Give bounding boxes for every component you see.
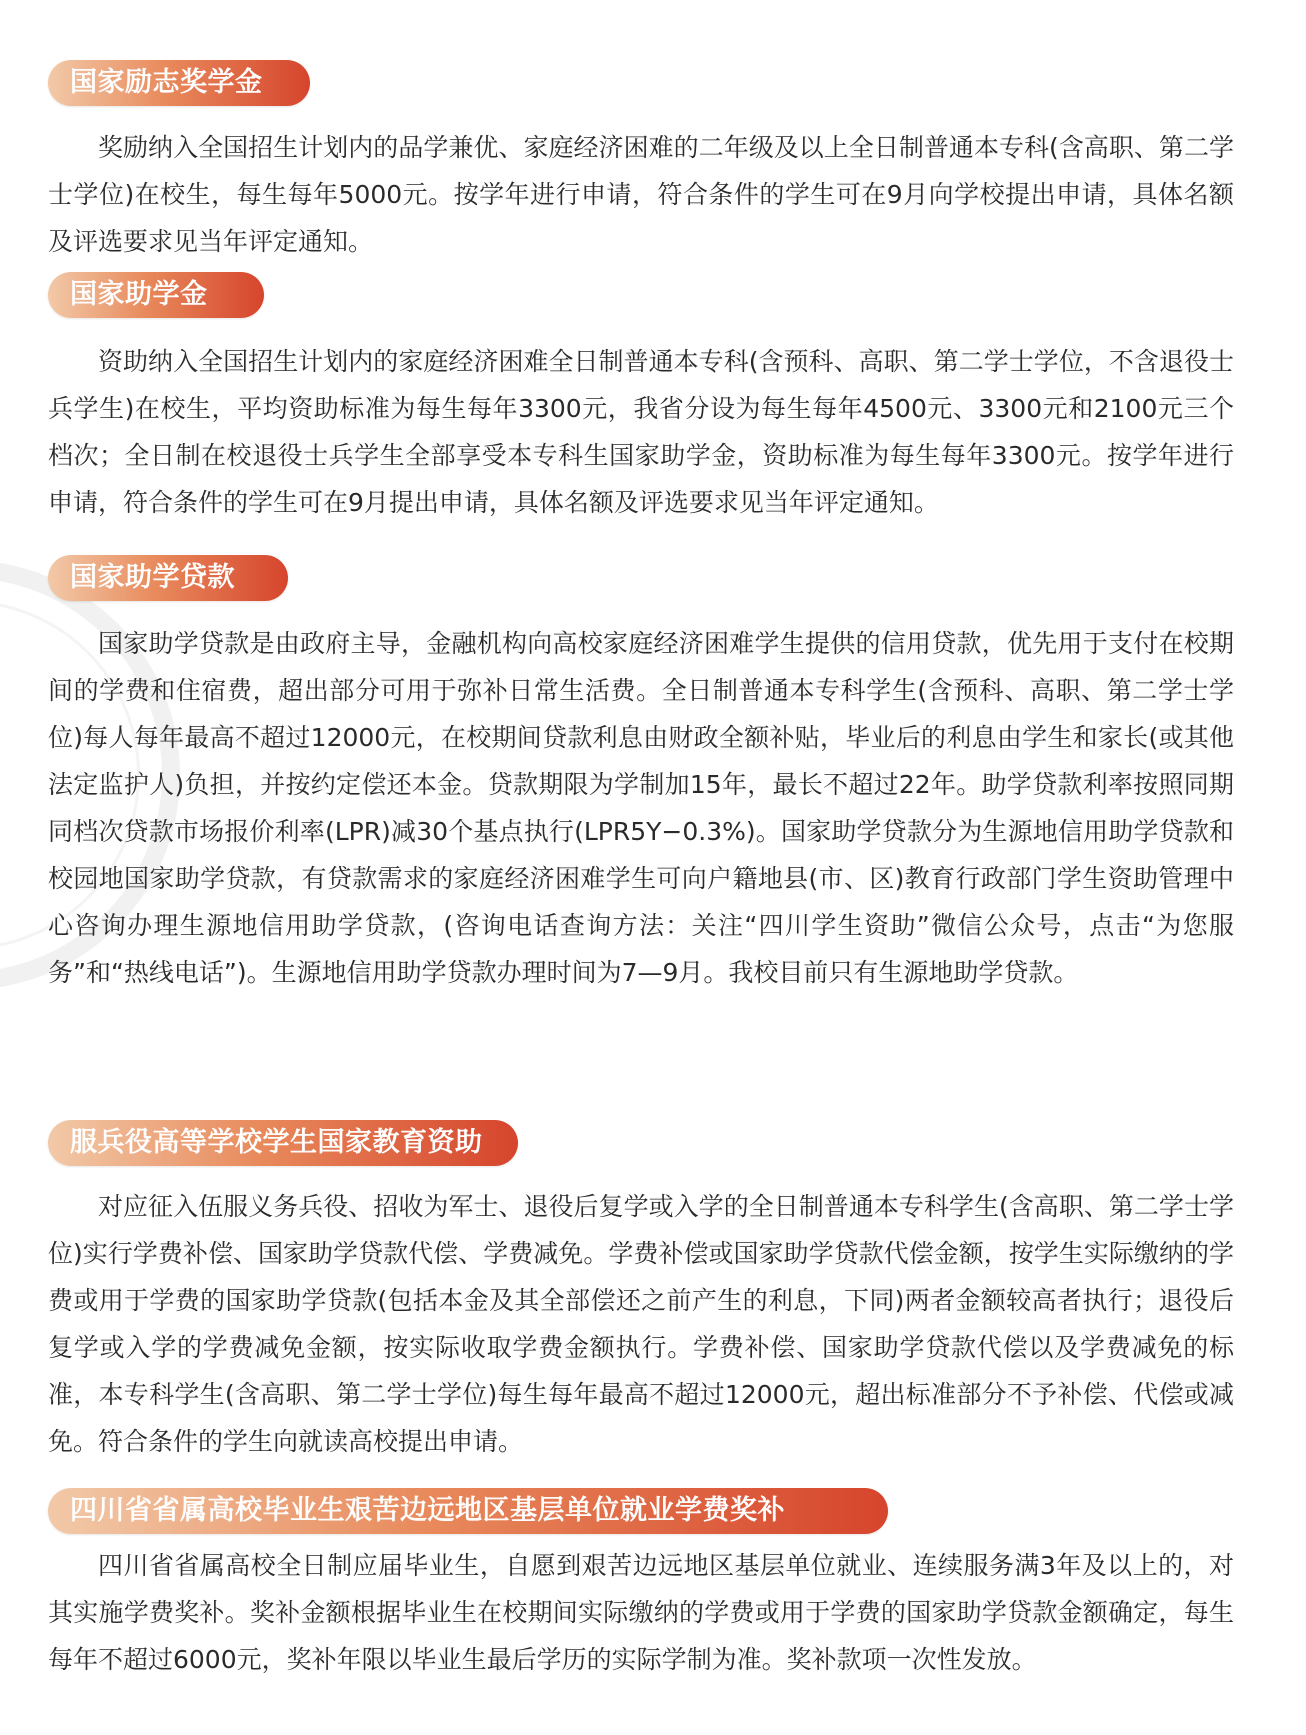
section-title: 国家助学贷款 xyxy=(70,562,235,593)
section-title: 服兵役高等学校学生国家教育资助 xyxy=(70,1127,483,1158)
section-body: 四川省省属高校全日制应届毕业生，自愿到艰苦边远地区基层单位就业、连续服务满3年及以上的，对其实施学费奖补。奖补金额根据毕业生在校期间实际缴纳的学费或用于学费的国家助学贷款金额确定，每生每年不超过6000元，奖补年限以毕业生最后学历的实际学制为准。奖补款项一次性发放。 xyxy=(48,1551,1234,1674)
section-body: 国家助学贷款是由政府主导，金融机构向高校家庭经济困难学生提供的信用贷款，优先用于支付在校期间的学费和住宿费，超出部分可用于弥补日常生活费。全日制普通本专科学生(含预科、高职、第二学士学位)每人每年最高不超过12000元，在校期间贷款利息由财政全额补贴，毕业后的利息由学生和家长(或其他法定监护人)负担，并按约定偿还本金。贷款期限为学制加15年，最长不超过22年。助学贷款利率按照同期同档次贷款市场报价利率(LPR)减30个基点执行(LPR5Y−0.3%)。国家助学贷款分为生源地信用助学贷款和校园地国家助学贷款，有贷款需求的家庭经济困难学生可向户籍地县(市、区)教育行政部门学生资助管理中心咨询办理生源地信用助学贷款，(咨询电话查询方法：关注“四川学生资助”微信公众号，点击“为您服务”和“热线电话”)。生源地信用助学贷款办理时间为7—9月。我校目前只有生源地助学贷款。 xyxy=(48,629,1234,987)
section-title-tag xyxy=(48,1120,518,1166)
section-body: 资助纳入全国招生计划内的家庭经济困难全日制普通本专科(含预科、高职、第二学士学位，不含退役士兵学生)在校生，平均资助标准为每生每年3300元，我省分设为每生每年4500元、3300元和2100元三个档次；全日制在校退役士兵学生全部享受本专科生国家助学金，资助标准为每生每年3300元。按学年进行申请，符合条件的学生可在9月提出申请，具体名额及评选要求见当年评定通知。 xyxy=(48,347,1234,517)
section-title: 国家励志奖学金 xyxy=(70,67,263,98)
section-body: 对应征入伍服义务兵役、招收为军士、退役后复学或入学的全日制普通本专科学生(含高职、第二学士学位)实行学费补偿、国家助学贷款代偿、学费减免。学费补偿或国家助学贷款代偿金额，按学生实际缴纳的学费或用于学费的国家助学贷款(包括本金及其全部偿还之前产生的利息，下同)两者金额较高者执行；退役后复学或入学的学费减免金额，按实际收取学费金额执行。学费补偿、国家助学贷款代偿以及学费减免的标准，本专科学生(含高职、第二学士学位)每生每年最高不超过12000元，超出标准部分不予补偿、代偿或减免。符合条件的学生向就读高校提出申请。 xyxy=(48,1192,1234,1456)
section-title-tag xyxy=(48,60,310,106)
section-title: 四川省省属高校毕业生艰苦边远地区基层单位就业学费奖补 xyxy=(70,1495,785,1526)
section-title-tag xyxy=(48,1488,888,1534)
section-title-tag xyxy=(48,272,264,318)
section-title: 国家助学金 xyxy=(70,279,208,310)
section-title-tag xyxy=(48,555,288,601)
section-body: 奖励纳入全国招生计划内的品学兼优、家庭经济困难的二年级及以上全日制普通本专科(含高职、第二学士学位)在校生，每生每年5000元。按学年进行申请，符合条件的学生可在9月向学校提出申请，具体名额及评选要求见当年评定通知。 xyxy=(48,133,1234,256)
